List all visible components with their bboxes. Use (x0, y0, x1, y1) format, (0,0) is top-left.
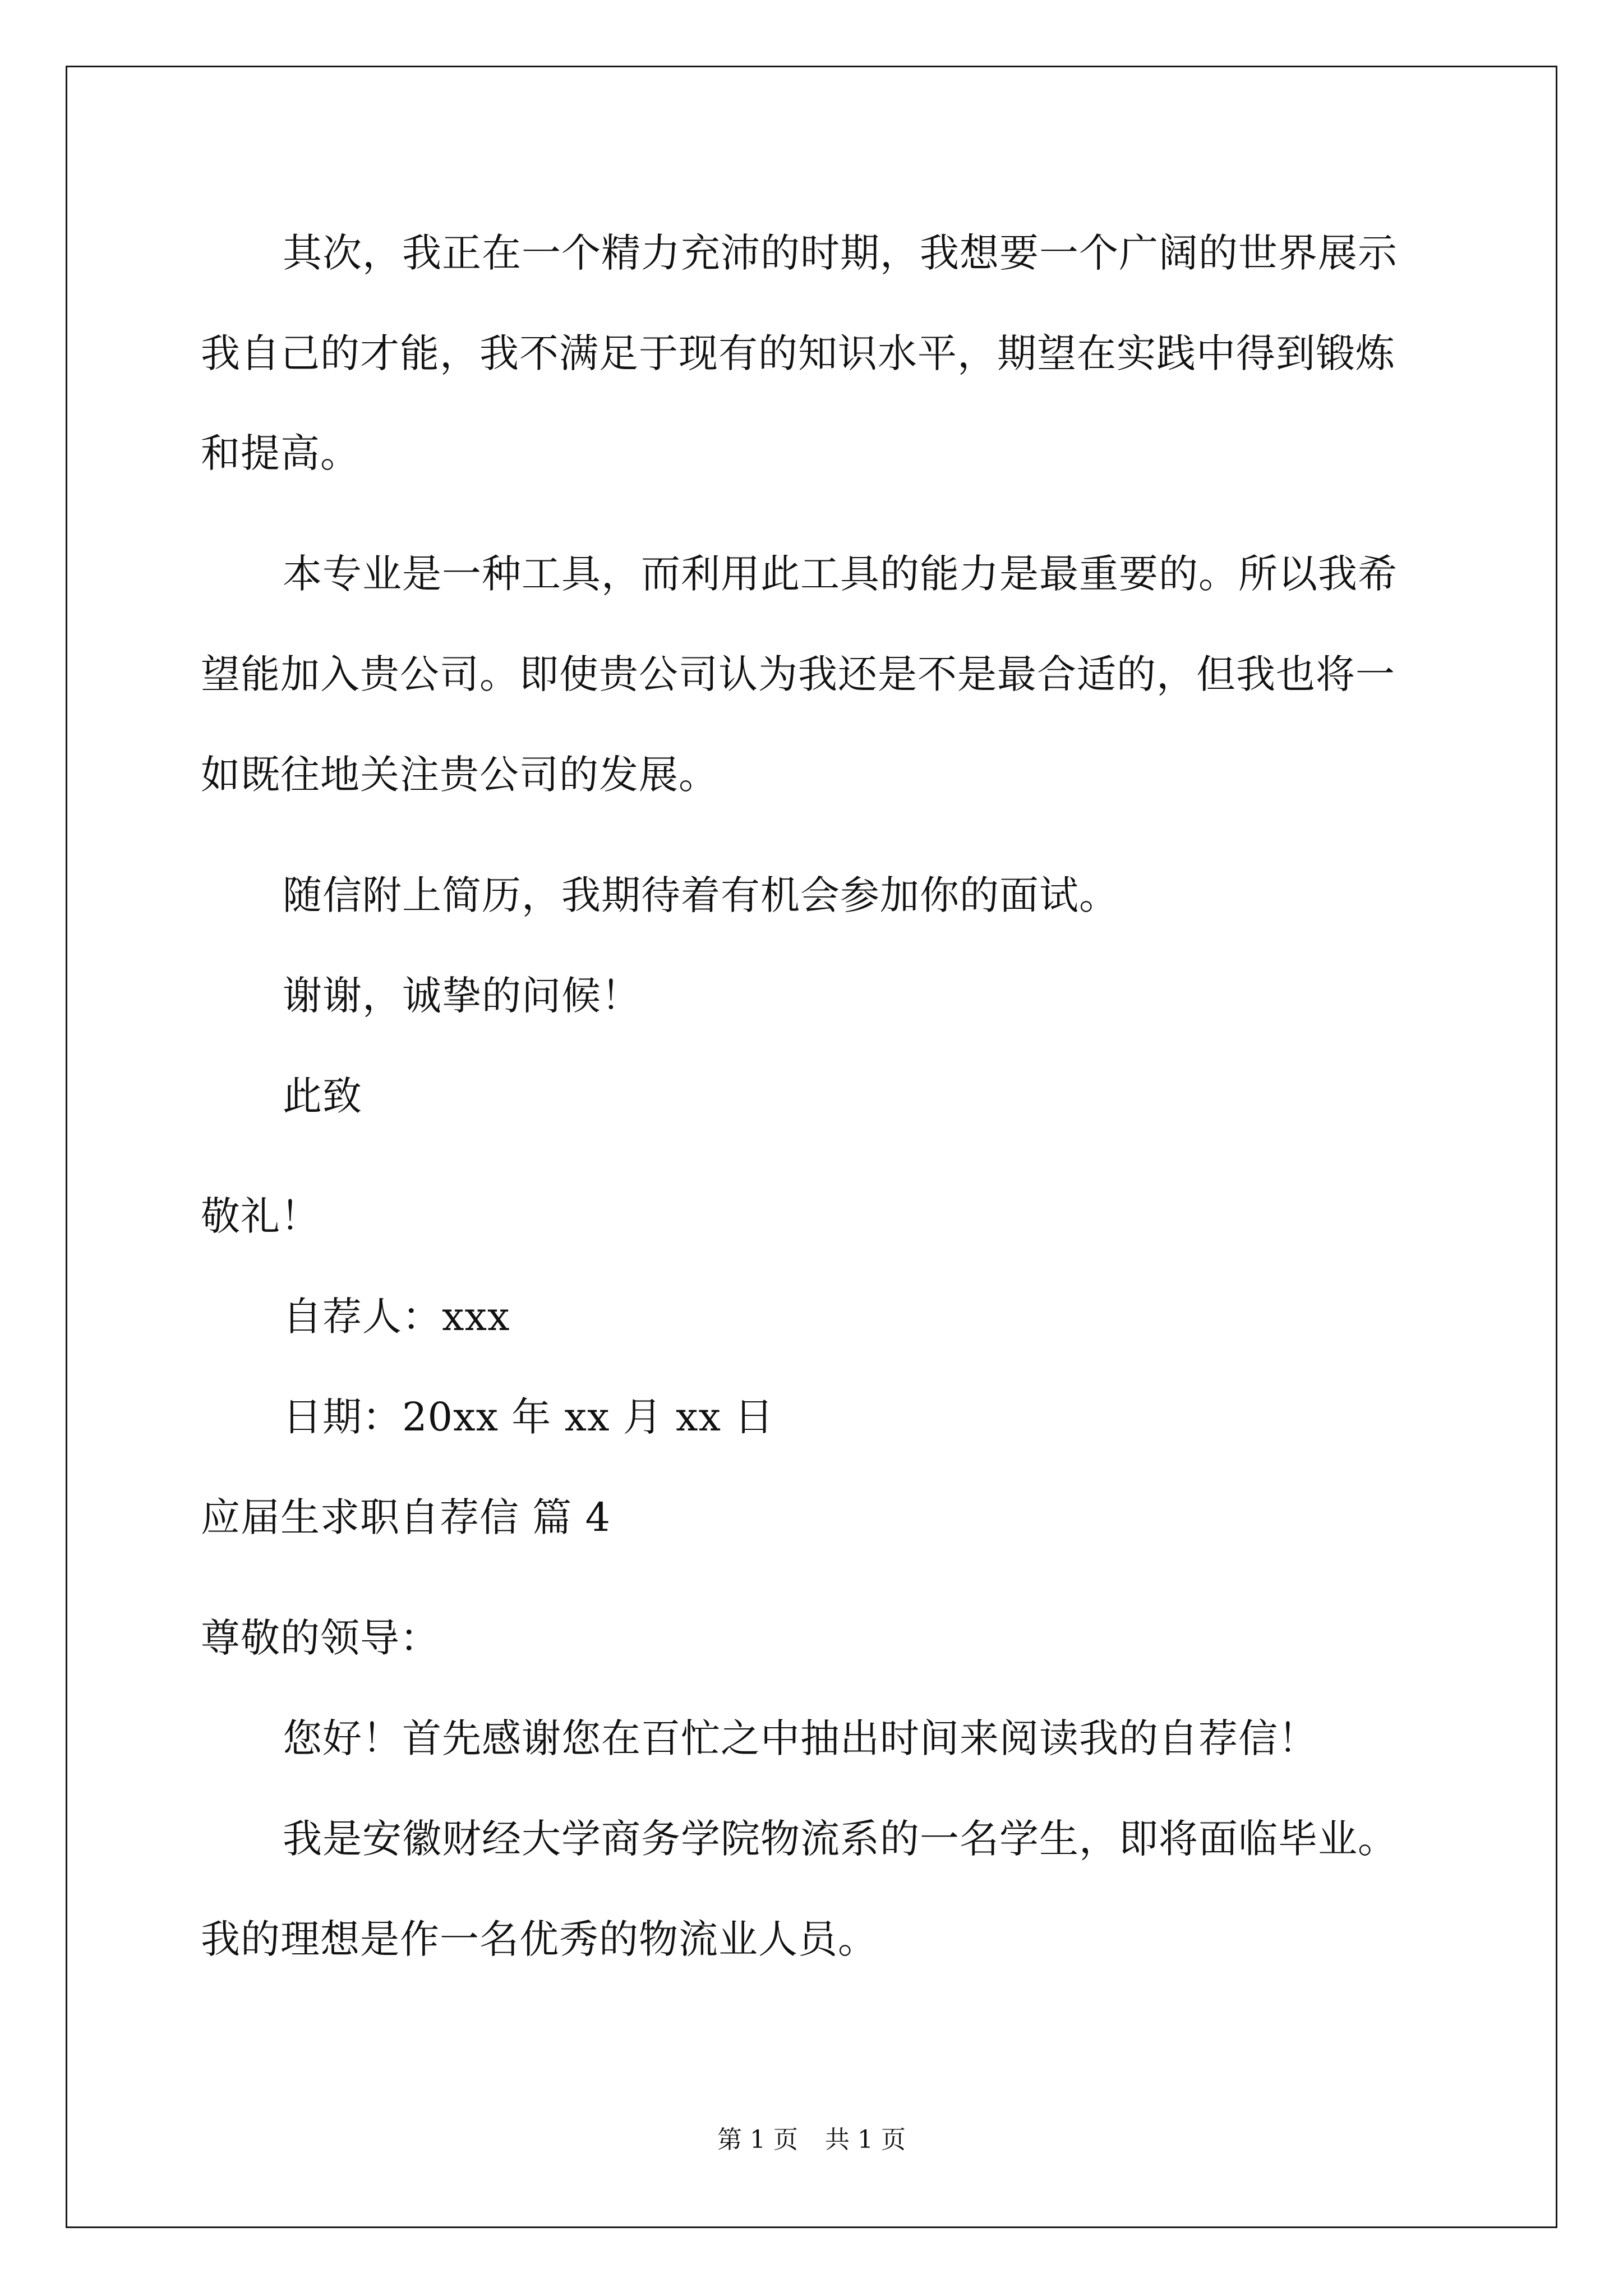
paragraph-line: 我自己的才能，我不满足于现有的知识水平，期望在实践中得到锻炼 (201, 330, 1395, 376)
paragraph-line: 我的理想是作一名优秀的物流业人员。 (201, 1916, 878, 1962)
paragraph-line: 您好！首先感谢您在百忙之中抽出时间来阅读我的自荐信！ (283, 1715, 1318, 1761)
paragraph-line: 和提高。 (201, 430, 360, 476)
paragraph-line: 我是安徽财经大学商务学院物流系的一名学生，即将面临毕业。 (283, 1816, 1398, 1862)
paragraph-line: 谢谢，诚挚的问候！ (283, 973, 641, 1019)
paragraph-line: 本专业是一种工具，而利用此工具的能力是最重要的。所以我希 (283, 551, 1398, 597)
page-border (66, 66, 1557, 2228)
page-footer (0, 2124, 1623, 2156)
section-heading: 应届生求职自荐信 篇 4 (201, 1494, 611, 1540)
page-total: 共 1 页 (825, 2125, 906, 2154)
closing-line: 此致 (283, 1073, 362, 1119)
date-line: 日期：20xx 年 xx 月 xx 日 (283, 1394, 774, 1440)
paragraph-line: 如既往地关注贵公司的发展。 (201, 752, 718, 798)
paragraph-line: 望能加入贵公司。即使贵公司认为我还是不是最合适的，但我也将一 (201, 651, 1395, 697)
salutation-line: 敬礼！ (201, 1193, 320, 1239)
greeting-line: 尊敬的领导： (201, 1615, 440, 1661)
signature-line: 自荐人：xxx (283, 1294, 510, 1340)
page-number: 第 1 页 (717, 2125, 798, 2154)
paragraph-line: 其次，我正在一个精力充沛的时期，我想要一个广阔的世界展示 (283, 230, 1398, 276)
paragraph-line: 随信附上简历，我期待着有机会参加你的面试。 (283, 872, 1119, 918)
